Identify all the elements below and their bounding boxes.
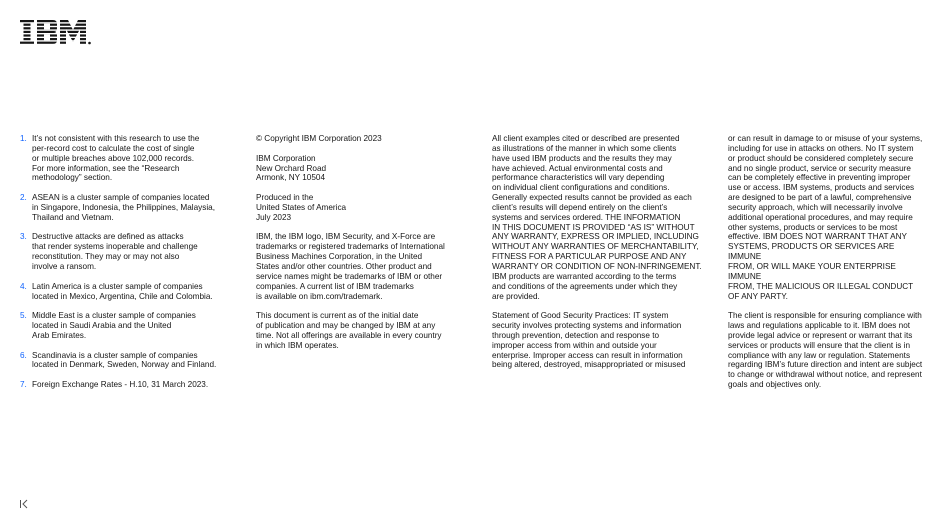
footnote-text: ASEAN is a cluster sample of companies located in Singapore, Indonesia, the Philippines, Malaysia, Thailand and Vietnam. (32, 193, 215, 222)
footnote-item (20, 193, 232, 223)
disclaimer-continued-column (728, 134, 928, 400)
footnote-item (20, 232, 232, 271)
disclaimer-column (492, 134, 714, 380)
first-page-icon[interactable] (18, 498, 30, 510)
security-practices-text: Statement of Good Security Practices: IT system security involves protecting systems and information through prevention, detection and response to improper access from within and outside your enterprise. Improper access can result in information being altered, destroyed, misappropriated or misused (492, 311, 686, 370)
footnote-number: 1. (20, 134, 27, 143)
footnote-number: 2. (20, 193, 27, 203)
footnote-text: Middle East is a cluster sample of companies located in Saudi Arabia and the United Arab Emirates. (32, 311, 196, 340)
footnote-item (20, 282, 232, 302)
footnote-item (20, 351, 232, 371)
footnote-text: Destructive attacks are defined as attacks that render systems inoperable and challenge reconstitution. They may or may not also involve a ransom. (32, 232, 198, 271)
footnote-text: Scandinavia is a cluster sample of companies located in Denmark, Sweden, Norway and Finland. (32, 350, 217, 370)
client-examples-text: All client examples cited or described are presented as illustrations of the manner in which some clients have used IBM products and the results they may have achieved. Actual environmental costs and performance characteristics will vary depending on individual client configurations and conditions. Generally expected results cannot be provided as each client’s results will depend entirely on the client’s systems and services ordered. THE INFORMATION IN THIS DOCUMENT IS PROVIDED “AS IS” WITHOUT ANY WARRANTY, EXPRESS OR IMPLIED, INCLUDING WITHOUT ANY WARRANTIES OF MERCHANTABILITY, FITNESS FOR A PARTICULAR PURPOSE AND ANY WARRANTY OR CONDITION OF NON-INFRINGEMENT. IBM products are warranted according to the terms and conditions of the agreements under which they are provided. (492, 134, 702, 301)
footnote-item (20, 380, 232, 390)
footnote-number: 3. (20, 232, 27, 242)
copyright-text: © Copyright IBM Corporation 2023 (256, 134, 382, 143)
footnote-item (20, 311, 232, 341)
footnote-text: Latin America is a cluster sample of companies located in Mexico, Argentina, Chile and Colombia. (32, 281, 213, 301)
footnote-text: Foreign Exchange Rates - H.10, 31 March 2023. (32, 380, 209, 390)
produced-in-text: Produced in the United States of America July 2023 (256, 193, 347, 222)
footnote-item (20, 134, 232, 183)
footnote-number: 4. (20, 281, 27, 291)
security-continued-text: or can result in damage to or misuse of your systems, including for use in attacks on others. No IT system or product should be considered completely secure and no single product, service or security measure can be completely effective in preventing improper use or access. IBM systems, products and services are designed to be part of a lawful, comprehensive security approach, which will necessarily involve additional operational procedures, and may require other systems, products or services to be most effective. IBM DOES NOT WARRANT THAT ANY SYSTEMS, PRODUCTS OR SERVICES ARE IMMUNE FROM, OR WILL MAKE YOUR ENTERPRISE IMMUNE FROM, THE MALICIOUS OR ILLEGAL CONDUCT OF ANY PARTY. (728, 134, 923, 301)
document-currency-text: This document is current as of the initial date of publication and may be changed by IBM at any time. Not all offerings are available in every country in which IBM operates. (256, 311, 442, 350)
footnote-text: It’s not consistent with this research to use the per-record cost to calculate the cost of single or multiple breaches above 102,000 records. For more information, see the “Research methodology” section. (32, 134, 200, 183)
compliance-text: The client is responsible for ensuring compliance with laws and regulations applicable to it. IBM does not provide legal advice or represent or warrant that its services or products will ensure that the client is in compliance with any law or regulation. Statements regarding IBM’s future direction and intent are subject to change or withdrawal without notice, and represent goals and objectives only. (728, 311, 923, 390)
footnote-number: 5. (20, 311, 27, 321)
trademarks-text: IBM, the IBM logo, IBM Security, and X-Force are trademarks or registered trademarks of International Business Machines Corporation, in the United States and/or other countries. Other product and service names might be trademarks of IBM or other companies. A current list of IBM trademarks is available on ibm.com/trademark. (256, 232, 445, 301)
footnote-number: 6. (20, 350, 27, 360)
legal-column (256, 134, 476, 360)
footnotes-column (20, 134, 232, 400)
ibm-logo (20, 20, 92, 48)
corporate-address: IBM Corporation New Orchard Road Armonk, NY 10504 (256, 153, 327, 183)
footnote-number: 7. (20, 380, 27, 390)
